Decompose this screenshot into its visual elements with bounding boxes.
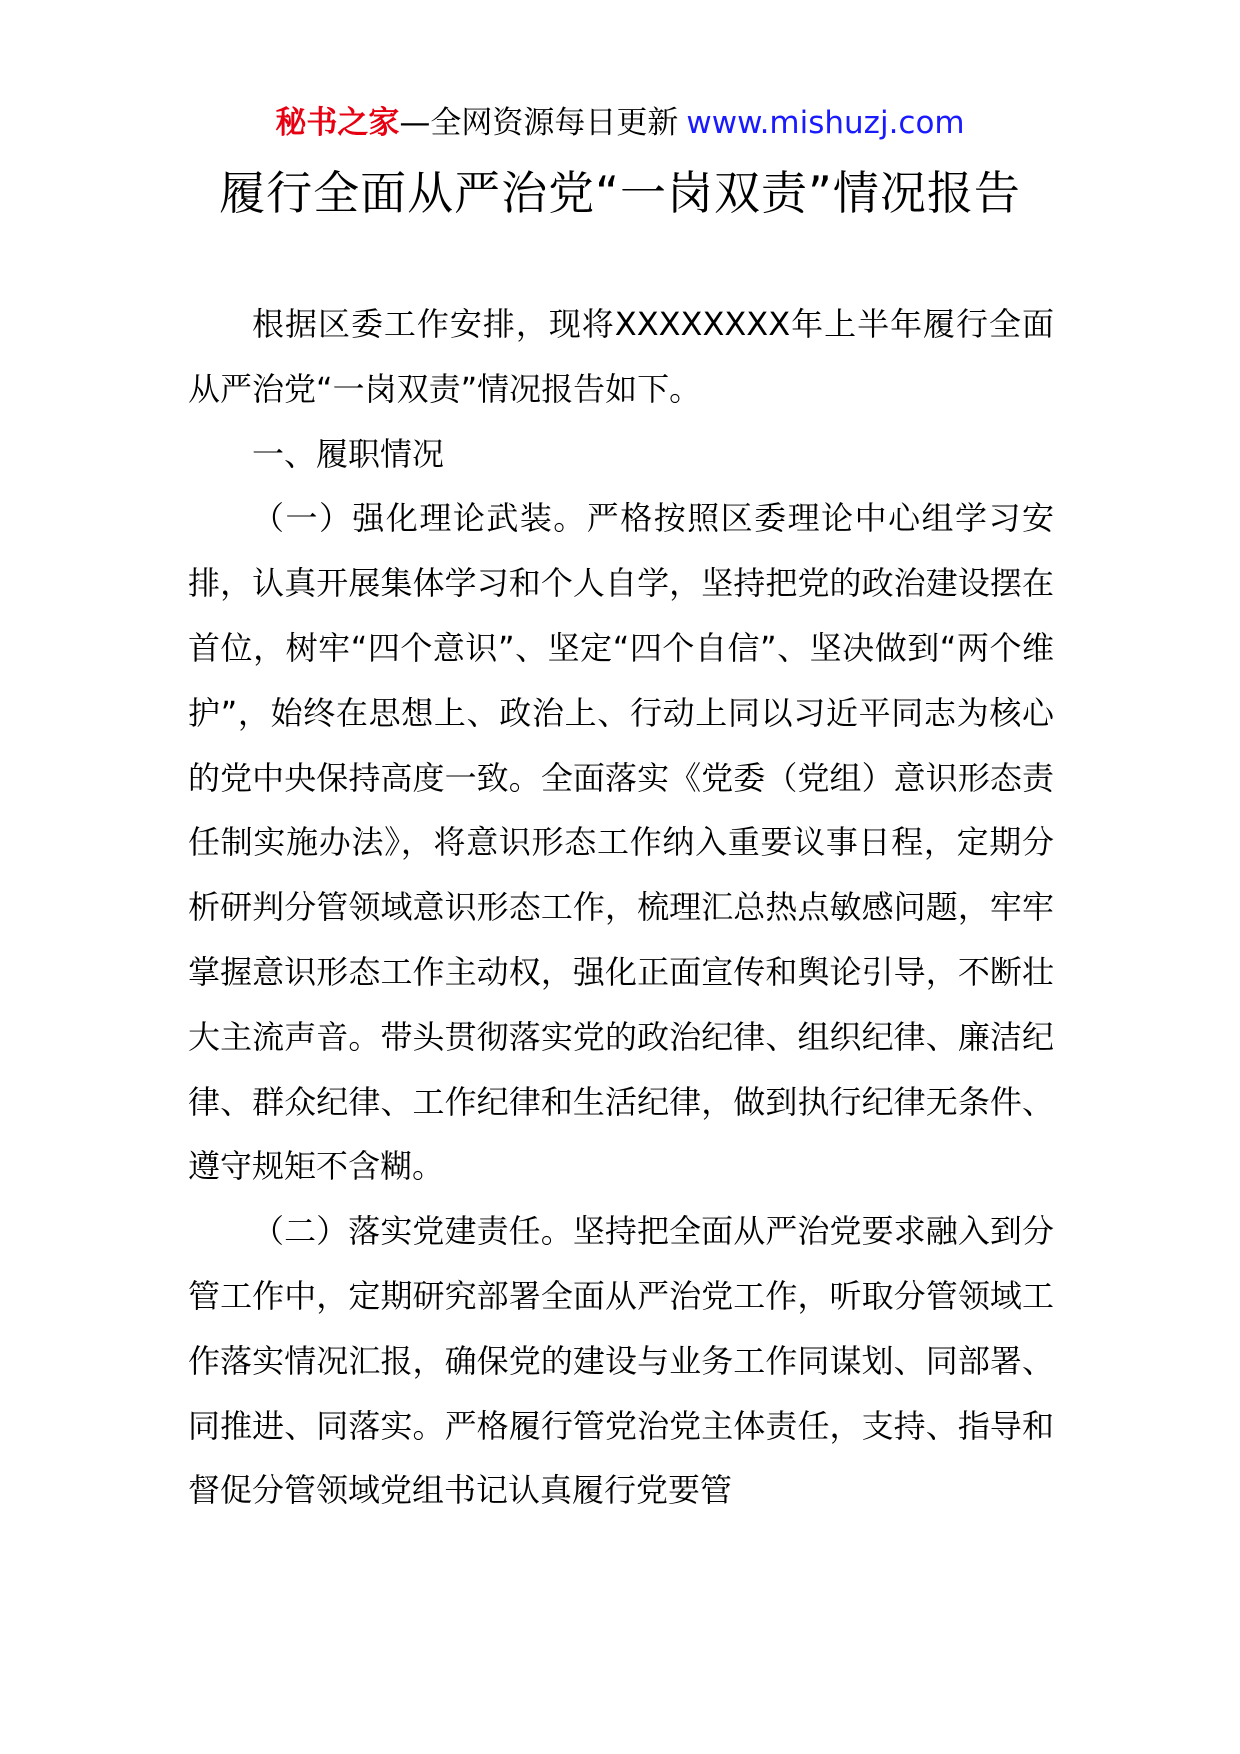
document-body: [188, 292, 1054, 1523]
site-brand: 秘书之家: [275, 105, 400, 141]
paragraph-theory: （一）强化理论武装。严格按照区委理论中心组学习安排，认真开展集体学习和个人自学，坚持把党的政治建设摆在首位，树牢“四个意识”、坚定“四个自信”、坚决做到“两个维护”，始终在思想上、政治上、行动上同以习近平同志为核心的党中央保持高度一致。全面落实《党委（党组）意识形态责任制实施办法》，将意识形态工作纳入重要议事日程，定期分析研判分管领域意识形态工作，梳理汇总热点敏感问题，牢牢掌握意识形态工作主动权，强化正面宣传和舆论引导，不断壮大主流声音。带头贯彻落实党的政治纪律、组织纪律、廉洁纪律、群众纪律、工作纪律和生活纪律，做到执行纪律无条件、遵守规矩不含糊。: [188, 499, 1054, 1186]
site-header: [0, 100, 1240, 146]
paragraph-party-building: （二）落实党建责任。坚持把全面从严治党要求融入到分管工作中，定期研究部署全面从严治党工作，听取分管领域工作落实情况汇报，确保党的建设与业务工作同谋划、同部署、同推进、同落实。严格履行管党治党主体责任，支持、指导和督促分管领域党组书记认真履行党要管: [188, 1212, 1054, 1510]
paragraph-intro: 根据区委工作安排，现将XXXXXXXX年上半年履行全面从严治党“一岗双责”情况报告如下。: [188, 305, 1054, 408]
section-heading: 一、履职情况: [252, 434, 445, 473]
document-title: 履行全面从严治党“一岗双责”情况报告: [219, 166, 1021, 220]
site-tagline: —全网资源每日更新: [399, 105, 679, 141]
site-url-link[interactable]: www.mishuzj.com: [686, 105, 965, 141]
